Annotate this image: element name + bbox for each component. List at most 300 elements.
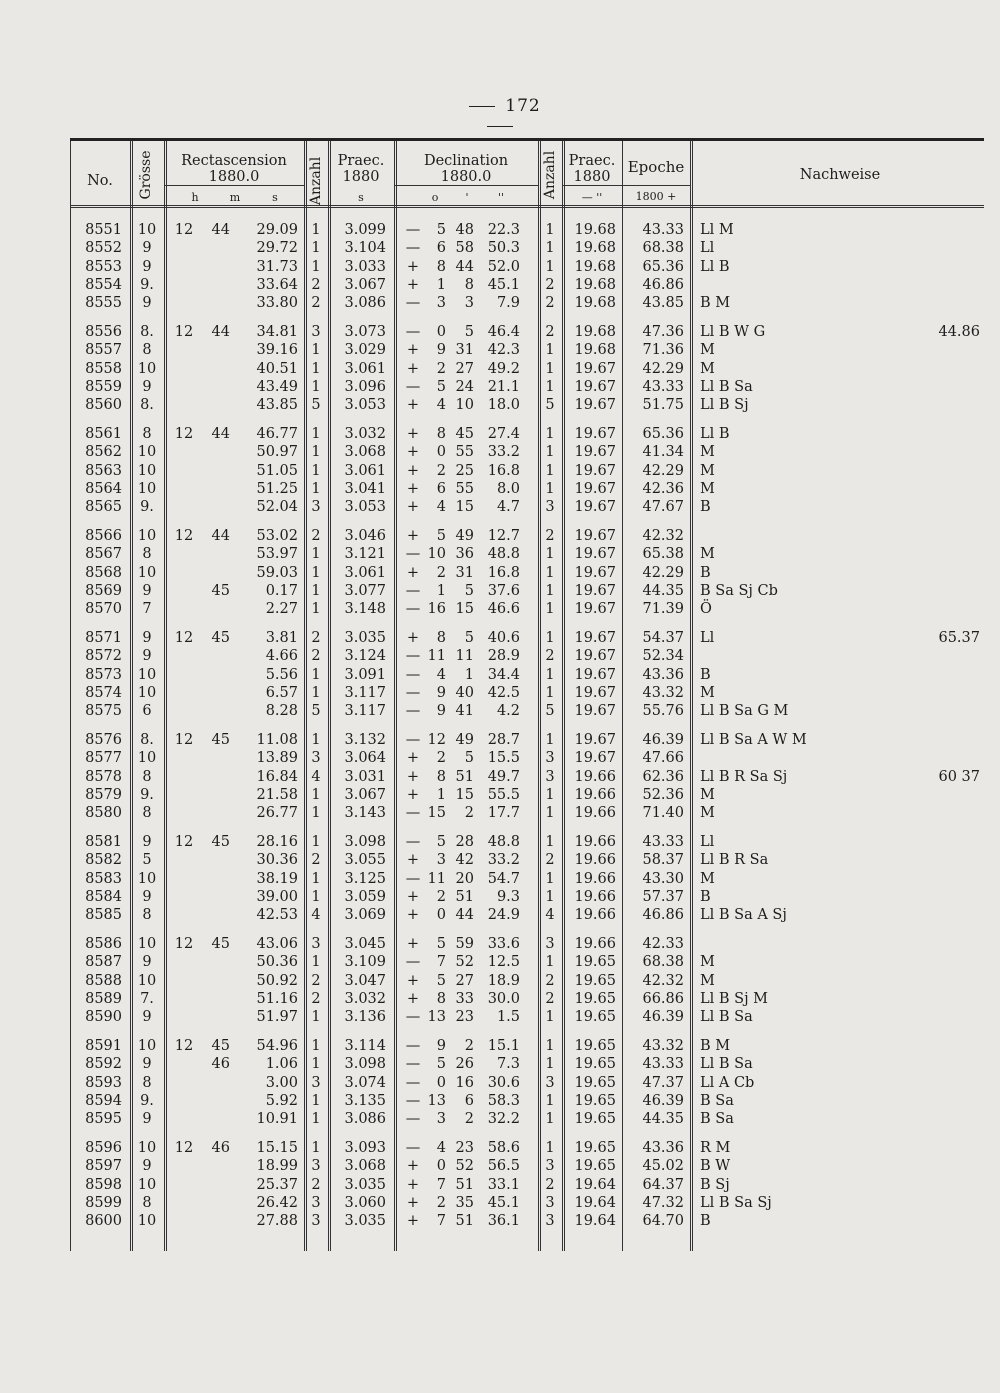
row-dec-seconds: 7.3 (496, 1056, 520, 1073)
row-dec-seconds: 15.1 (487, 1038, 520, 1054)
row-magnitude: 9 (142, 1158, 152, 1175)
row-ra-seconds: 25.37 (256, 1176, 298, 1193)
row-ra-seconds: 51.25 (256, 480, 298, 497)
row-count-2: 1 (545, 805, 555, 822)
row-ra-seconds: 2.27 (265, 601, 298, 618)
row-number: 8587 (85, 954, 122, 971)
row-praec-ra: 3.035 (344, 1176, 386, 1193)
row-epoche: 46.86 (642, 276, 684, 293)
row-count: 1 (311, 462, 321, 479)
row-number: 8579 (85, 786, 122, 803)
row-number: 8572 (85, 648, 122, 665)
row-praec-ra: 3.091 (344, 666, 386, 683)
row-praec-dec: 19.67 (574, 444, 616, 461)
header-dec-epoch: 1880.0 (440, 169, 492, 185)
row-magnitude: 10 (137, 360, 157, 377)
row-praec-dec: 19.65 (574, 1056, 616, 1073)
row-count: 2 (311, 990, 321, 1007)
row-count: 3 (311, 499, 321, 516)
row-praec-ra: 3.061 (344, 564, 386, 581)
row-number: 8584 (85, 888, 122, 905)
row-nachweise: Ll (700, 834, 715, 850)
row-praec-ra: 3.060 (344, 1194, 386, 1211)
row-magnitude: 9 (142, 295, 152, 312)
row-nachweise: Ll B Sa G M (700, 703, 789, 720)
row-praec-dec: 19.65 (574, 990, 616, 1007)
row-dec-seconds: 58.3 (487, 1092, 520, 1109)
row-praec-dec: 19.68 (574, 342, 616, 359)
row-ra-minutes: 45 (211, 582, 230, 599)
row-dec-degrees: 8 (436, 258, 446, 275)
row-ra-minutes: 46 (211, 1056, 230, 1073)
row-dec-seconds: 33.2 (487, 852, 520, 869)
row-praec-dec: 19.68 (574, 295, 616, 312)
row-dec-minutes: 2 (464, 1111, 474, 1128)
row-epoche: 47.67 (642, 499, 684, 516)
row-epoche: 46.39 (642, 732, 684, 748)
row-count: 1 (311, 1092, 321, 1109)
row-praec-ra: 3.104 (344, 240, 386, 257)
row-dec-minutes: 41 (455, 703, 474, 720)
row-magnitude: 9 (142, 888, 152, 905)
row-praec-dec: 19.67 (574, 732, 616, 748)
row-magnitude: 10 (137, 462, 157, 479)
row-praec-ra: 3.069 (344, 907, 386, 924)
row-magnitude: 10 (137, 564, 157, 581)
row-dec-degrees: 16 (427, 601, 446, 618)
table-row (70, 666, 984, 684)
row-count-2: 3 (545, 1074, 555, 1091)
row-ra-hours: 12 (174, 630, 194, 646)
row-dec-sign: — (405, 295, 421, 312)
row-dec-degrees: 1 (436, 582, 446, 599)
row-praec-ra: 3.098 (344, 1056, 386, 1073)
table-row (70, 294, 984, 312)
row-magnitude: 10 (137, 528, 157, 544)
row-nachweise: Ll B Sa (700, 378, 753, 395)
row-ra-seconds: 5.56 (265, 666, 298, 683)
row-dec-minutes: 15 (455, 786, 474, 803)
row-nachweise: Ll M (700, 222, 734, 238)
table-row (70, 545, 984, 563)
row-dec-sign: — (405, 1074, 421, 1091)
row-dec-degrees: 13 (427, 1092, 446, 1109)
row-nachweise: M (700, 360, 715, 377)
row-dec-degrees: 7 (436, 1176, 446, 1193)
table-row (70, 935, 984, 953)
row-number: 8555 (85, 295, 122, 312)
row-dec-seconds: 50.3 (487, 240, 520, 257)
row-dec-seconds: 54.7 (487, 870, 520, 887)
row-ra-seconds: 33.80 (256, 295, 298, 312)
row-dec-degrees: 3 (436, 1111, 446, 1128)
row-epoche: 43.30 (642, 870, 684, 887)
row-praec-dec: 19.65 (574, 1038, 616, 1054)
row-nachweise: B M (700, 1038, 731, 1054)
row-magnitude: 8 (142, 907, 152, 924)
row-dec-minutes: 44 (455, 907, 474, 924)
row-ra-seconds: 0.17 (265, 582, 298, 599)
row-dec-degrees: 4 (436, 1140, 446, 1156)
row-ra-seconds: 53.02 (256, 528, 298, 544)
row-dec-seconds: 49.7 (487, 768, 520, 785)
row-count: 1 (311, 240, 321, 257)
row-praec-ra: 3.047 (344, 972, 386, 989)
row-magnitude: 10 (137, 666, 157, 683)
row-dec-seconds: 45.1 (487, 1194, 520, 1211)
row-praec-dec: 19.67 (574, 666, 616, 683)
row-nachweise: B (700, 564, 711, 581)
catalogue-table (70, 138, 984, 1251)
row-praec-dec: 19.66 (574, 768, 616, 785)
row-count-2: 5 (545, 703, 555, 720)
row-magnitude: 9 (142, 1056, 152, 1073)
table-row (70, 833, 984, 851)
row-count-2: 3 (545, 1213, 555, 1230)
row-magnitude: 8 (142, 342, 152, 359)
row-praec-dec: 19.67 (574, 499, 616, 516)
row-ra-seconds: 3.00 (265, 1074, 298, 1091)
table-row (70, 480, 984, 498)
row-praec-ra: 3.067 (344, 786, 386, 803)
row-dec-degrees: 6 (436, 480, 446, 497)
table-row (70, 684, 984, 702)
row-epoche: 42.29 (642, 564, 684, 581)
row-dec-degrees: 9 (436, 1038, 446, 1054)
row-dec-minutes: 55 (455, 480, 474, 497)
row-number: 8571 (85, 630, 122, 646)
row-count: 1 (311, 1140, 321, 1156)
row-dec-sign: + (406, 1194, 420, 1211)
row-dec-seconds: 46.4 (487, 324, 520, 340)
row-nachweise: M (700, 684, 715, 701)
row-dec-minutes: 5 (464, 582, 474, 599)
row-praec-dec: 19.68 (574, 240, 616, 257)
row-praec-ra: 3.059 (344, 888, 386, 905)
row-epoche: 43.32 (642, 684, 684, 701)
row-praec-ra: 3.032 (344, 426, 386, 442)
table-row (70, 888, 984, 906)
row-praec-dec: 19.65 (574, 1074, 616, 1091)
row-ra-minutes: 45 (211, 1038, 230, 1054)
row-number: 8561 (85, 426, 122, 442)
row-praec-dec: 19.68 (574, 276, 616, 293)
row-dec-sign: — (405, 732, 421, 748)
row-praec-ra: 3.068 (344, 1158, 386, 1175)
row-epoche: 43.85 (642, 295, 684, 312)
row-number: 8586 (85, 936, 122, 952)
row-dec-minutes: 49 (455, 732, 474, 748)
row-praec-dec: 19.66 (574, 936, 616, 952)
row-dec-minutes: 48 (455, 222, 474, 238)
row-dec-sign: — (405, 601, 421, 618)
row-number: 8559 (85, 378, 122, 395)
row-nachweise: B Sa Sj Cb (700, 582, 778, 599)
row-dec-degrees: 5 (436, 378, 446, 395)
row-number: 8590 (85, 1009, 122, 1026)
row-magnitude: 5 (142, 852, 152, 869)
row-magnitude: 9 (142, 648, 152, 665)
row-dec-sign: — (405, 870, 421, 887)
row-ra-minutes: 45 (211, 936, 230, 952)
row-count-2: 3 (545, 1194, 555, 1211)
row-ra-seconds: 1.06 (265, 1056, 298, 1073)
row-dec-sign: + (406, 1176, 420, 1193)
row-dec-sign: + (406, 397, 420, 414)
row-ra-seconds: 51.16 (256, 990, 298, 1007)
row-dec-seconds: 7.9 (496, 295, 520, 312)
row-magnitude: 9 (142, 258, 152, 275)
row-dec-degrees: 7 (436, 1213, 446, 1230)
row-magnitude: 10 (137, 480, 157, 497)
row-dec-minutes: 27 (455, 360, 474, 377)
row-ra-minutes: 44 (211, 324, 230, 340)
row-number: 8589 (85, 990, 122, 1007)
row-magnitude: 10 (137, 444, 157, 461)
table-row (70, 360, 984, 378)
row-epoche: 45.02 (642, 1158, 684, 1175)
row-count-2: 2 (545, 528, 555, 544)
row-count: 2 (311, 852, 321, 869)
row-count-2: 2 (545, 295, 555, 312)
row-dec-seconds: 8.0 (496, 480, 520, 497)
table-row (70, 851, 984, 869)
row-praec-dec: 19.68 (574, 222, 616, 238)
row-nachweise: M (700, 954, 715, 971)
row-praec-dec: 19.66 (574, 870, 616, 887)
row-ra-seconds: 26.42 (256, 1194, 298, 1211)
row-praec-ra: 3.121 (344, 546, 386, 563)
row-nachweise: Ll B Sj (700, 397, 749, 414)
row-dec-degrees: 5 (436, 834, 446, 850)
row-praec-dec: 19.66 (574, 852, 616, 869)
row-ra-seconds: 15.15 (256, 1140, 298, 1156)
row-number: 8583 (85, 870, 122, 887)
table-row (70, 1212, 984, 1230)
row-dec-degrees: 9 (436, 703, 446, 720)
row-dec-degrees: 8 (436, 990, 446, 1007)
row-number: 8569 (85, 582, 122, 599)
row-ra-seconds: 16.84 (256, 768, 298, 785)
row-dec-degrees: 4 (436, 397, 446, 414)
row-dec-sign: — (405, 703, 421, 720)
row-number: 8565 (85, 499, 122, 516)
row-count-2: 2 (545, 324, 555, 340)
row-dec-minutes: 5 (464, 750, 474, 767)
table-row (70, 629, 984, 647)
row-praec-ra: 3.033 (344, 258, 386, 275)
table-row (70, 1008, 984, 1026)
header-anzahl: Anzahl (308, 156, 324, 206)
row-number: 8576 (85, 732, 122, 748)
row-number: 8573 (85, 666, 122, 683)
row-number: 8595 (85, 1111, 122, 1128)
row-magnitude: 9. (140, 499, 154, 516)
row-dec-sign: + (406, 360, 420, 377)
row-dec-seconds: 48.8 (487, 834, 520, 850)
row-praec-ra: 3.035 (344, 630, 386, 646)
row-count: 1 (311, 546, 321, 563)
row-ra-minutes: 45 (211, 834, 230, 850)
row-dec-seconds: 21.1 (487, 378, 520, 395)
row-magnitude: 8 (142, 805, 152, 822)
row-ra-seconds: 13.89 (256, 750, 298, 767)
table-row (70, 258, 984, 276)
row-ra-minutes: 44 (211, 222, 230, 238)
row-dec-degrees: 2 (436, 360, 446, 377)
row-count-2: 2 (545, 648, 555, 665)
row-epoche: 42.36 (642, 480, 684, 497)
row-dec-minutes: 33 (455, 990, 474, 1007)
row-ra-seconds: 27.88 (256, 1213, 298, 1230)
table-row (70, 731, 984, 749)
row-dec-seconds: 27.4 (487, 426, 520, 442)
row-dec-minutes: 35 (455, 1194, 474, 1211)
table-row (70, 498, 984, 516)
row-number: 8566 (85, 528, 122, 544)
row-dec-sign: — (405, 1111, 421, 1128)
row-number: 8575 (85, 703, 122, 720)
row-count-2: 2 (545, 1176, 555, 1193)
row-epoche: 65.36 (642, 258, 684, 275)
row-nachweise: Ll B (700, 426, 730, 442)
row-count-2: 1 (545, 378, 555, 395)
row-praec-dec: 19.67 (574, 426, 616, 442)
row-number: 8591 (85, 1038, 122, 1054)
row-praec-dec: 19.67 (574, 648, 616, 665)
row-ra-seconds: 29.72 (256, 240, 298, 257)
row-magnitude: 7 (142, 601, 152, 618)
row-ra-minutes: 45 (211, 630, 230, 646)
row-number: 8598 (85, 1176, 122, 1193)
row-number: 8588 (85, 972, 122, 989)
row-ra-seconds: 50.36 (256, 954, 298, 971)
row-count: 1 (311, 601, 321, 618)
row-nachweise: B (700, 666, 711, 683)
row-ra-hours: 12 (174, 324, 194, 340)
row-dec-minutes: 31 (455, 564, 474, 581)
row-count-2: 3 (545, 936, 555, 952)
table-row (70, 396, 984, 414)
row-epoche: 65.36 (642, 426, 684, 442)
row-count-2: 1 (545, 888, 555, 905)
row-praec-ra: 3.055 (344, 852, 386, 869)
row-dec-degrees: 5 (436, 1056, 446, 1073)
row-dec-degrees: 11 (427, 648, 446, 665)
table-row (70, 953, 984, 971)
row-dec-degrees: 8 (436, 768, 446, 785)
row-ra-seconds: 31.73 (256, 258, 298, 275)
row-count-2: 1 (545, 630, 555, 646)
row-dec-seconds: 12.5 (487, 954, 520, 971)
row-praec-ra: 3.053 (344, 397, 386, 414)
row-magnitude: 10 (137, 936, 157, 952)
row-ra-seconds: 43.85 (256, 397, 298, 414)
row-dec-seconds: 28.7 (487, 732, 520, 748)
row-dec-minutes: 52 (455, 954, 474, 971)
row-count: 3 (311, 1158, 321, 1175)
row-nachweise: R M (700, 1140, 731, 1156)
header-praec-ra: Praec. (337, 153, 385, 169)
row-dec-sign: — (405, 582, 421, 599)
row-dec-seconds: 22.3 (487, 222, 520, 238)
row-count-2: 1 (545, 1111, 555, 1128)
row-praec-dec: 19.67 (574, 582, 616, 599)
row-dec-minutes: 28 (455, 834, 474, 850)
row-dec-sign: + (406, 1213, 420, 1230)
row-praec-ra: 3.031 (344, 768, 386, 785)
row-magnitude: 10 (137, 750, 157, 767)
row-praec-dec: 19.66 (574, 786, 616, 803)
row-nachweise: M (700, 444, 715, 461)
header-no: No. (87, 173, 113, 189)
row-epoche: 66.86 (642, 990, 684, 1007)
row-dec-sign: + (406, 276, 420, 293)
row-count-2: 1 (545, 834, 555, 850)
row-epoche: 46.39 (642, 1009, 684, 1026)
row-dec-minutes: 2 (464, 805, 474, 822)
row-extra-epoch: 65.37 (938, 630, 980, 646)
row-epoche: 42.32 (642, 528, 684, 544)
row-ra-seconds: 39.16 (256, 342, 298, 359)
row-praec-ra: 3.086 (344, 1111, 386, 1128)
row-dec-seconds: 4.7 (496, 499, 520, 516)
row-dec-minutes: 58 (455, 240, 474, 257)
row-dec-sign: — (405, 834, 421, 850)
row-number: 8592 (85, 1056, 122, 1073)
row-count-2: 1 (545, 1056, 555, 1073)
row-count: 2 (311, 648, 321, 665)
row-epoche: 43.36 (642, 666, 684, 683)
row-dec-minutes: 52 (455, 1158, 474, 1175)
row-epoche: 41.34 (642, 444, 684, 461)
row-magnitude: 8 (142, 426, 152, 442)
row-number: 8578 (85, 768, 122, 785)
row-dec-seconds: 33.2 (487, 444, 520, 461)
row-number: 8570 (85, 601, 122, 618)
row-dec-minutes: 5 (464, 324, 474, 340)
row-count-2: 3 (545, 1158, 555, 1175)
row-ra-seconds: 42.53 (256, 907, 298, 924)
row-count-2: 1 (545, 1009, 555, 1026)
row-praec-ra: 3.143 (344, 805, 386, 822)
row-ra-seconds: 39.00 (256, 888, 298, 905)
table-row (70, 972, 984, 990)
row-magnitude: 10 (137, 870, 157, 887)
row-dec-sign: + (406, 480, 420, 497)
row-praec-ra: 3.061 (344, 360, 386, 377)
row-count: 1 (311, 888, 321, 905)
row-dec-degrees: 0 (436, 444, 446, 461)
header-rectascension: Rectascension (181, 153, 287, 169)
row-praec-dec: 19.67 (574, 601, 616, 618)
row-epoche: 42.29 (642, 462, 684, 479)
header-ra-s: s (272, 191, 278, 204)
row-praec-ra: 3.135 (344, 1092, 386, 1109)
row-dec-sign: + (406, 528, 420, 544)
row-magnitude: 9. (140, 1092, 154, 1109)
row-ra-seconds: 26.77 (256, 805, 298, 822)
table-row (70, 647, 984, 665)
row-praec-ra: 3.068 (344, 444, 386, 461)
row-count-2: 1 (545, 1038, 555, 1054)
row-number: 8563 (85, 462, 122, 479)
row-dec-minutes: 51 (455, 1176, 474, 1193)
row-dec-minutes: 26 (455, 1056, 474, 1073)
row-dec-seconds: 45.1 (487, 276, 520, 293)
row-count-2: 1 (545, 462, 555, 479)
row-ra-seconds: 52.04 (256, 499, 298, 516)
